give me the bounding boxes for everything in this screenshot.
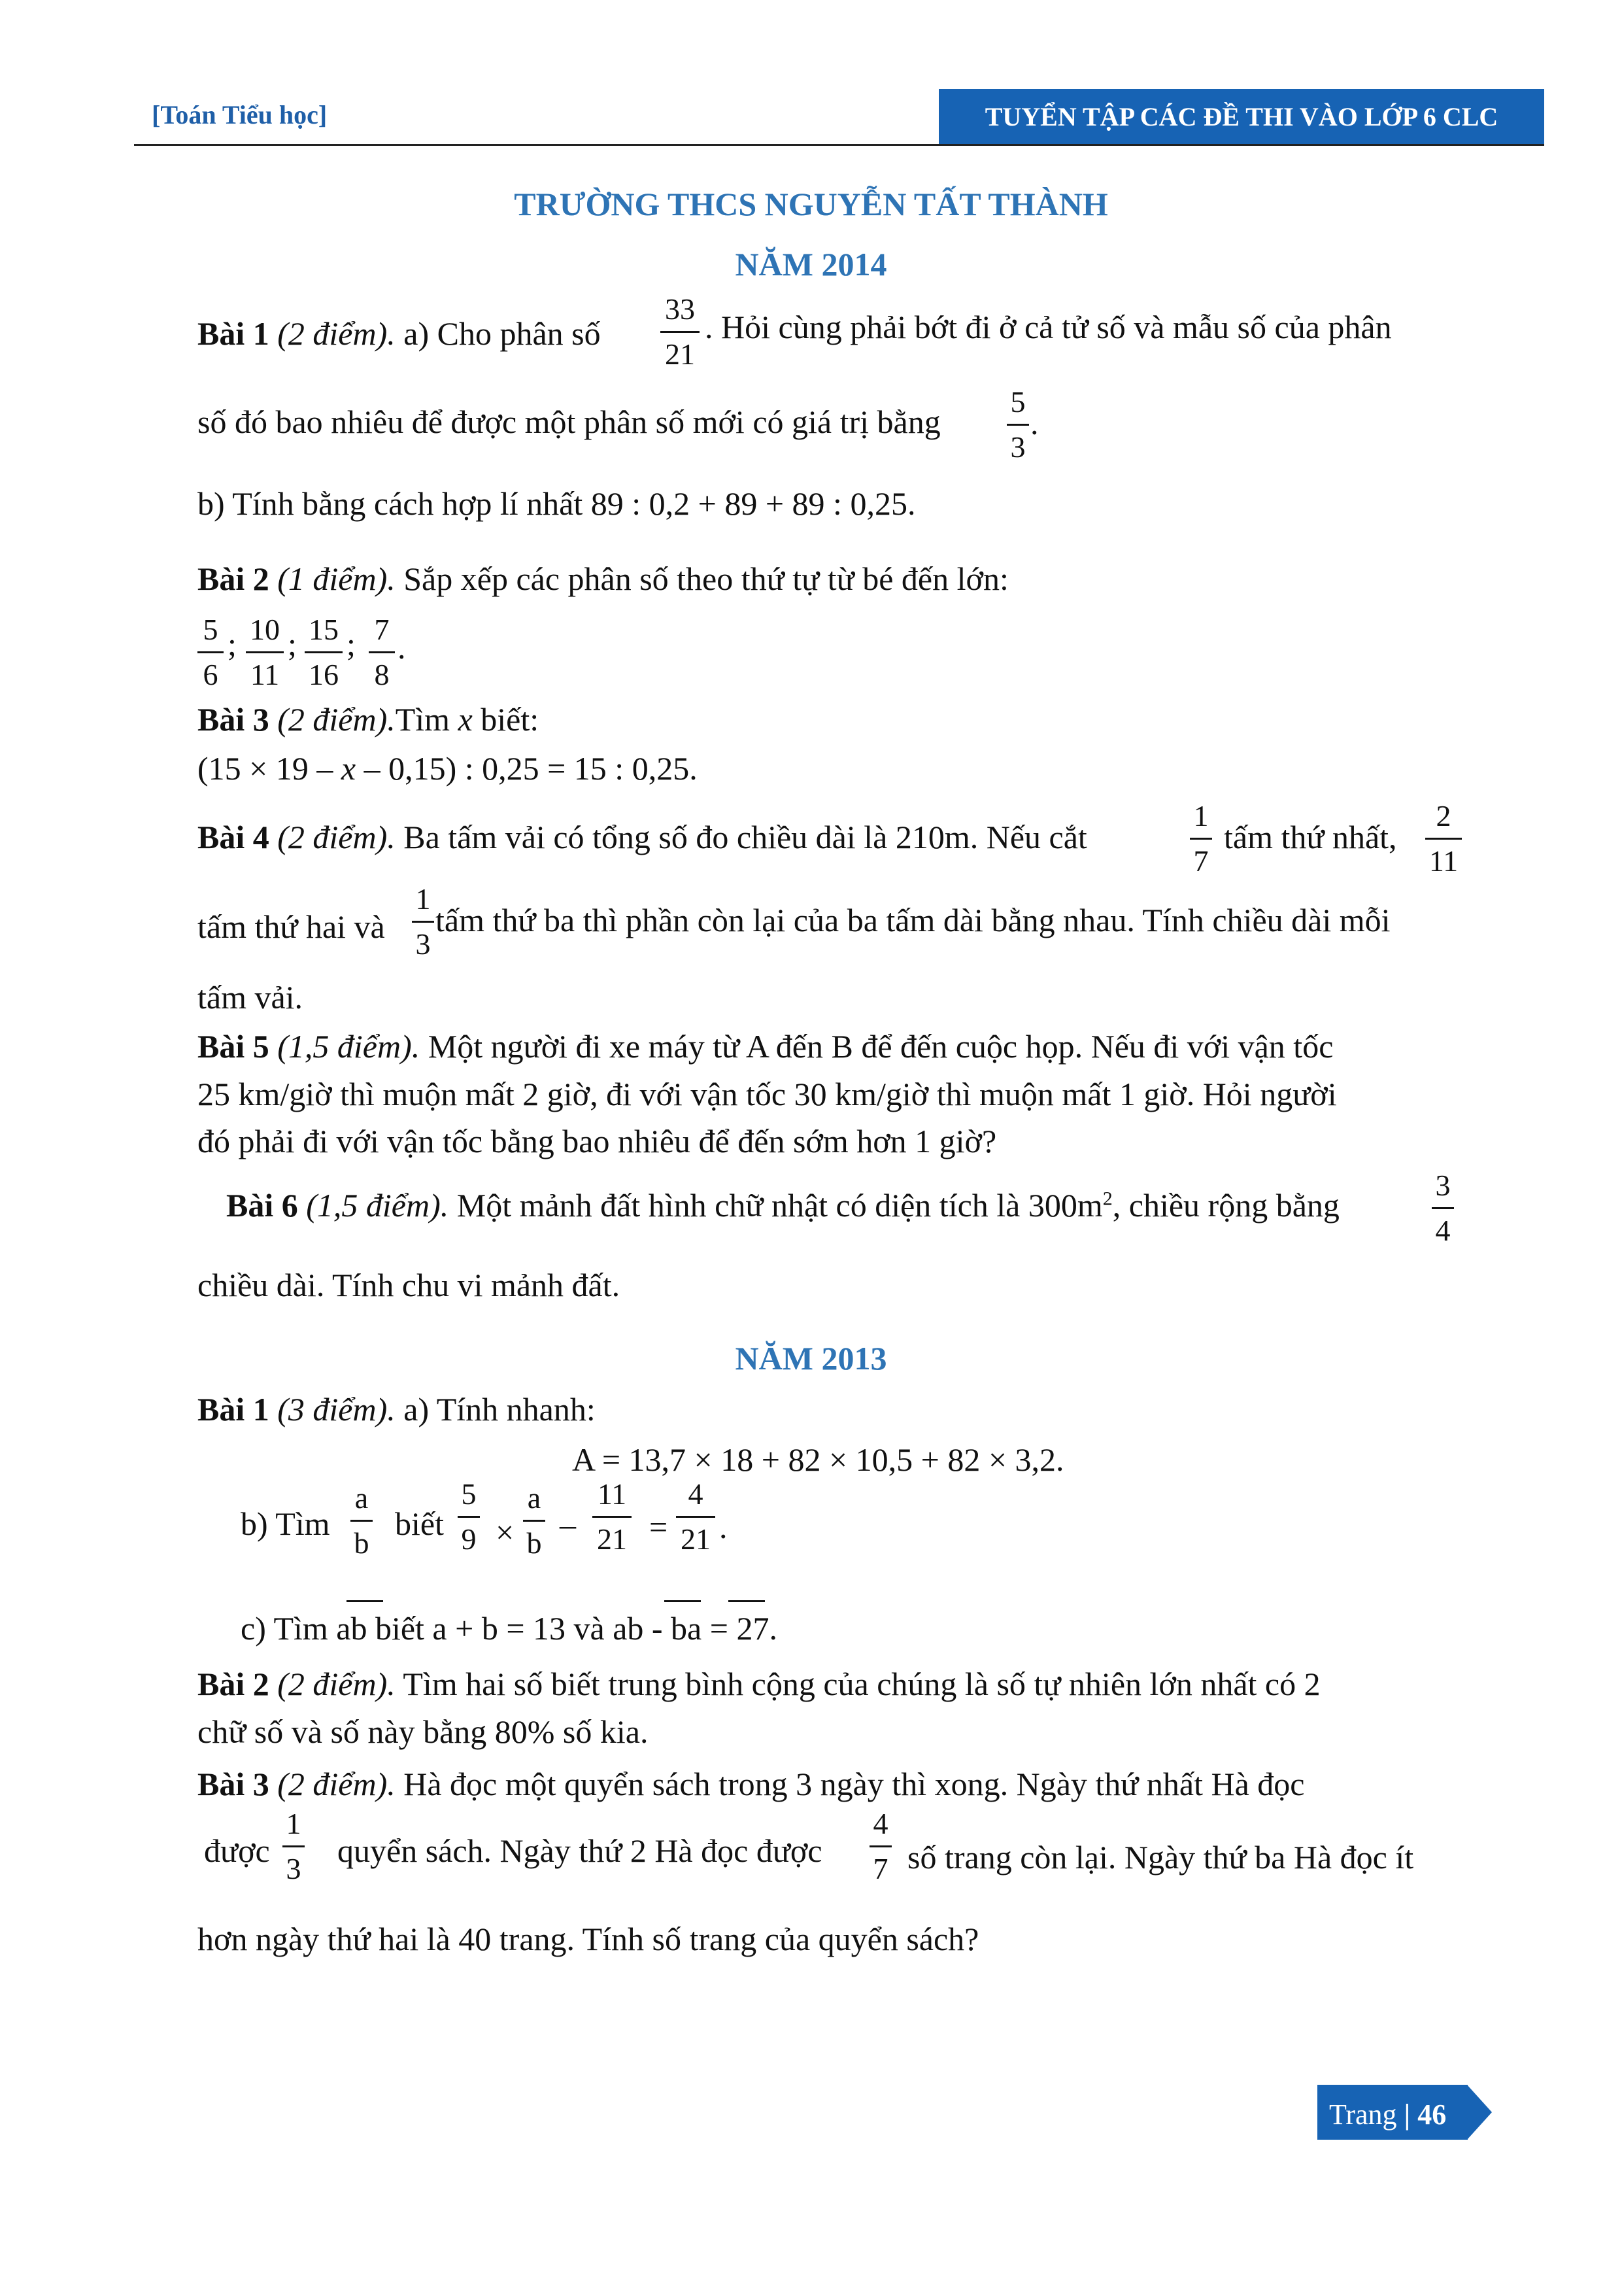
page-number-badge (1317, 2085, 1491, 2140)
fraction-4-7: 4 7 (870, 1809, 892, 1884)
fraction-10-11: 10 11 (246, 615, 284, 690)
b5-2014-line3: đó phải đi với vận tốc bằng bao nhiêu để đến sớm hơn 1 giờ? (197, 1123, 997, 1159)
b1-2013-c: c) Tìm ab biết a + b = 13 và ab - ba = 27. (241, 1610, 777, 1647)
b3-2013-duoc: được (204, 1832, 270, 1869)
fraction-5-3: 5 3 (1007, 387, 1029, 462)
b4-2014-line1: Bài 4 (2 điểm). Ba tấm vải có tổng số đo chiều dài là 210m. Nếu cắt (197, 819, 1087, 855)
b5-2014-line2: 25 km/giờ thì muộn mất 2 giờ, đi với vận tốc 30 km/giờ thì muộn mất 1 giờ. Hỏi người (197, 1076, 1337, 1112)
b1-2013-b-tim: b) Tìm (241, 1505, 330, 1542)
b2-2014-line1: Bài 2 (1 điểm). Sắp xếp các phân số theo thứ tự từ bé đến lớn: (197, 560, 1009, 597)
year-2014-title: NĂM 2014 (735, 246, 887, 283)
b3-2013-text3: số trang còn lại. Ngày thứ ba Hà đọc ít (907, 1839, 1414, 1876)
b1-2014-line2: số đó bao nhiêu để được một phân số mới có giá trị bằng (197, 403, 941, 440)
fraction-11-21: 11 21 (592, 1479, 632, 1554)
b2-2013-line2: chữ số và số này bằng 80% số kia. (197, 1713, 649, 1750)
b1-2014-b: b) Tính bằng cách hợp lí nhất 89 : 0,2 + 89 + 89 : 0,25. (197, 485, 916, 522)
times-sign: × (496, 1514, 515, 1551)
fraction-a-b: a b (350, 1483, 373, 1558)
overline-ba (728, 1600, 765, 1602)
b3-2014-line1: Bài 3 (2 điểm).Tìm x biết: (197, 701, 539, 738)
page-number-text: Trang | 46 (1329, 2099, 1447, 2131)
header-left: [Toán Tiểu học] (152, 100, 328, 129)
fraction-4-21: 4 21 (676, 1479, 715, 1554)
fraction-2-11: 2 11 (1425, 801, 1462, 876)
fraction-7-8: 7 8 (369, 615, 395, 690)
b1-2013-line1: Bài 1 (3 điểm). a) Tính nhanh: (197, 1391, 596, 1428)
b2-2013-line1: Bài 2 (2 điểm). Tìm hai số biết trung bình cộng của chúng là số tự nhiên lớn nhất có 2 (197, 1666, 1321, 1702)
b3-2013-text2: quyển sách. Ngày thứ 2 Hà đọc được (337, 1832, 822, 1869)
b3-2013-line1: Bài 3 (2 điểm). Hà đọc một quyển sách trong 3 ngày thì xong. Ngày thứ nhất Hà đọc (197, 1766, 1305, 1802)
fraction-3-4: 3 4 (1432, 1171, 1454, 1246)
overline-ab (346, 1600, 383, 1602)
fraction-15-16: 15 16 (305, 615, 343, 690)
b1-2014-line1: Bài 1 (2 điểm). a) Cho phân số (197, 315, 601, 352)
fraction-1-7: 1 7 (1190, 801, 1212, 876)
b5-2014-line1: Bài 5 (1,5 điểm). Một người đi xe máy từ A đến B để đến cuộc họp. Nếu đi với vận tốc (197, 1028, 1334, 1065)
b2-2014-end: . (397, 629, 406, 666)
fraction-5-6: 5 6 (197, 615, 224, 690)
b6-2014-line1: Bài 6 (1,5 điểm). Một mảnh đất hình chữ nhật có diện tích là $300m^2$, chiều rộng bằng (226, 1187, 1340, 1224)
overline-ab-2 (664, 1600, 701, 1602)
minus-sign: – (560, 1506, 576, 1543)
fraction-1-3-2013: 1 3 (282, 1809, 305, 1884)
header-right: TUYỂN TẬP CÁC ĐỀ THI VÀO LỚP 6 CLC (939, 89, 1544, 144)
b4-2014-text5: tấm vải. (197, 979, 303, 1016)
equals-sign: = (649, 1509, 668, 1545)
b1-2014-end: . (1030, 405, 1039, 441)
header-divider (134, 144, 1544, 146)
b1-2013-b-end: . (719, 1509, 728, 1545)
b4-2014-text3: tấm thứ hai và (197, 908, 385, 945)
b3-2014-equation: (15 × 19 – x – 0,15) : 0,25 = 15 : 0,25. (197, 750, 698, 787)
b1-2013-equation: A = 13,7 × 18 + 82 × 10,5 + 82 × 3,2. (572, 1441, 1064, 1478)
fraction-1-3: 1 3 (412, 884, 434, 959)
fraction-33-21: 33 21 (660, 294, 700, 369)
badge-arrow (1467, 2085, 1492, 2140)
year-2013-title: NĂM 2013 (735, 1340, 887, 1377)
b3-2013-text4: hơn ngày thứ hai là 40 trang. Tính số trang của quyển sách? (197, 1921, 979, 1957)
b1-2014-line1-cont: . Hỏi cùng phải bớt đi ở cả tử số và mẫu số của phân (705, 309, 1392, 345)
b6-2014-line2: chiều dài. Tính chu vi mảnh đất. (197, 1267, 620, 1303)
sep-3: ; (346, 626, 356, 662)
b4-2014-text4: tấm thứ ba thì phần còn lại của ba tấm dài bằng nhau. Tính chiều dài mỗi (435, 902, 1391, 938)
sep-1: ; (228, 626, 237, 662)
b4-2014-text2: tấm thứ nhất, (1224, 819, 1397, 855)
fraction-5-9: 5 9 (458, 1479, 480, 1554)
b1-2013-biet: biết (395, 1505, 444, 1542)
sep-2: ; (288, 626, 297, 662)
fraction-a-b-2: a b (523, 1483, 545, 1558)
school-title: TRƯỜNG THCS NGUYỄN TẤT THÀNH (514, 186, 1108, 222)
